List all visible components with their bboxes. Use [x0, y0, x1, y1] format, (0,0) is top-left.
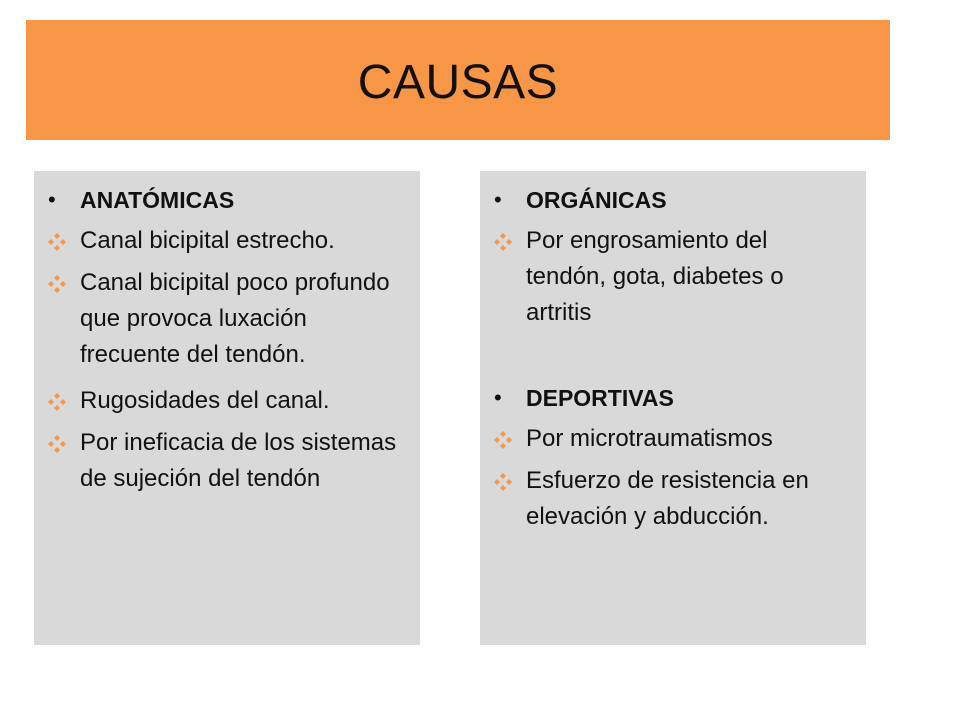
list-item — [48, 265, 398, 373]
title-banner — [26, 20, 890, 140]
item-text: Canal bicipital estrecho. — [80, 227, 335, 254]
panel-heading — [494, 183, 848, 217]
item-text: Por engrosamiento del tendón, gota, diabetes o artritis — [526, 227, 784, 326]
item-text: Esfuerzo de resistencia en elevación y abducción. — [526, 467, 809, 530]
item-text: Rugosidades del canal. — [80, 387, 330, 414]
item-text: Por ineficacia de los sistemas de sujeción del tendón — [80, 429, 397, 492]
heading-anatomicas: ANATÓMICAS — [80, 187, 235, 213]
bullet-dot-icon: • — [48, 187, 56, 212]
diamond-bullet-icon — [494, 223, 526, 256]
bullet-dot-icon: • — [494, 385, 502, 410]
organicas-deportivas-panel — [480, 171, 866, 645]
list-item — [494, 463, 830, 535]
diamond-bullet-icon — [494, 463, 526, 496]
diamond-bullet-icon — [48, 265, 80, 298]
list-item — [48, 223, 406, 259]
heading-organicas: ORGÁNICAS — [526, 187, 667, 213]
list-item — [48, 425, 402, 497]
diamond-bullet-icon — [48, 383, 80, 416]
slide-title: CAUSAS — [357, 55, 559, 109]
list-item — [494, 223, 824, 331]
list-item — [48, 383, 402, 419]
heading-deportivas: DEPORTIVAS — [526, 385, 674, 411]
item-text: Por microtraumatismos — [526, 425, 773, 452]
diamond-bullet-icon — [48, 223, 80, 256]
diamond-bullet-icon — [494, 421, 526, 454]
list-item — [494, 421, 848, 457]
anatomicas-panel — [34, 171, 420, 645]
section-spacer — [494, 331, 848, 381]
bullet-dot-icon: • — [494, 187, 502, 212]
panel-heading — [494, 381, 848, 415]
panel-heading — [48, 183, 402, 217]
diamond-bullet-icon — [48, 425, 80, 458]
item-text: Canal bicipital poco profundo que provoca luxación frecuente del tendón. — [80, 269, 390, 368]
